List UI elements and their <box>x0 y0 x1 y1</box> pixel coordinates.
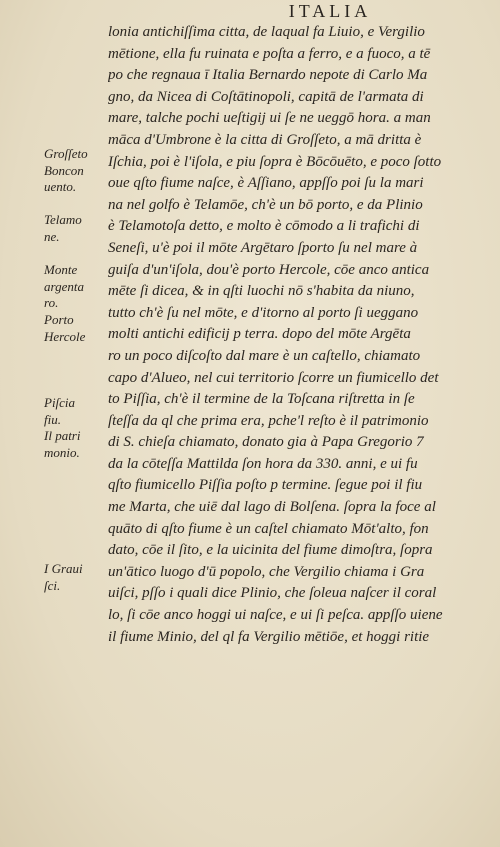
margin-note: I Graui <box>44 561 83 576</box>
margin-note: Monte <box>44 262 78 278</box>
text-line: oue qſto fiume naſce, è Aſſiano, appſſo poi ſu la mari <box>108 175 424 192</box>
text-line: capo d'Alueo, nel cui territorio ſcorre un fiumicello det <box>108 369 439 386</box>
text-line: il fiume Minio, del ql fa Vergilio mētiōe, et hoggi ritie <box>108 628 430 645</box>
text-line: quāto di qſto fiume è un caſtel chiamato Mōt'alto, fon <box>108 520 429 537</box>
text-line: gno, da Nicea di Coſtātinopoli, capitā de l'armata di <box>108 88 424 105</box>
text-line: Iſchia, poi è l'iſola, e piu ſopra è Bōcōuēto, e poco ſotto <box>108 153 442 170</box>
margin-note: monio. <box>44 444 80 460</box>
text-line: mēte ſi dicea, & in qſti luochi nō s'habita da niuno, <box>108 283 415 300</box>
margin-note: Porto <box>44 312 74 327</box>
margin-note: Telamo <box>44 212 82 228</box>
running-title: ITALIA <box>288 1 372 21</box>
margin-note: uento. <box>44 179 77 195</box>
text-line: me Marta, che uiē dal lago di Bolſena. ſopra la foce al <box>108 499 436 516</box>
margin-note: Piſcia <box>44 395 76 410</box>
margin-note: ro. <box>44 295 59 311</box>
text-line: dato, cōe il ſito, e la uicinita del fiume dimoſtra, ſopra <box>108 542 433 559</box>
text-line: lo, ſi cōe anco hoggi ui naſce, e ui ſi peſca. appſſo uiene <box>108 607 443 624</box>
text-line: to Piſſia, ch'è il termine de la Toſcana riſtretta in ſe <box>108 391 415 408</box>
text-line: di S. chieſa chiamato, donato gia à Papa Gregorio 7 <box>108 434 424 451</box>
text-line: da la cōteſſa Mattilda ſon hora da 330. anni, e ui fu <box>108 455 418 472</box>
text-line: qſto fiumicello Piſſia poſto p termine. ſegue poi il fiu <box>108 477 423 494</box>
text-line: è Telamotoſa detto, e molto è cōmodo a li trafichi di <box>108 218 420 235</box>
margin-note: Groſſeto <box>44 146 88 161</box>
text-line: mare, talche pochi ueſtigij ui ſe ne ueggō hora. a man <box>108 110 431 127</box>
text-line: mētione, ella fu ruinata e poſta a ferro, e a fuoco, a tē <box>108 45 431 62</box>
margin-note: ne. <box>44 229 60 244</box>
margin-note: Il patri <box>44 428 81 444</box>
text-line: po che regnaua ī Italia Bernardo nepote di Carlo Ma <box>108 67 428 84</box>
text-line: na nel golfo è Telamōe, ch'è un bō porto, e da Plinio <box>108 196 423 213</box>
text-line: guiſa d'un'iſola, dou'è porto Hercole, cōe anco antica <box>108 261 430 278</box>
text-line: lonia antichiſſima citta, de laqual fa Liuio, e Vergilio <box>108 24 425 40</box>
text-line: tutto ch'è ſu nel mōte, e d'itorno al porto ſi ueggano <box>108 304 419 321</box>
margin-note: ſci. <box>44 577 61 593</box>
text-line: māca d'Umbrone è la citta di Groſſeto, a mā dritta è <box>108 131 422 148</box>
margin-note: fiu. <box>44 411 61 427</box>
running-header <box>0 0 500 22</box>
text-line: uiſci, pſſo i quali dice Plinio, che ſoleua naſcer il coral <box>108 585 437 602</box>
margin-note: argenta <box>44 278 84 294</box>
margin-note: Boncon <box>44 162 84 178</box>
margin-note: Hercole <box>44 328 86 344</box>
text-line: ro un poco diſcoſto dal mare è un caſtello, chiamato <box>108 347 421 364</box>
text-line: ſteſſa da ql che prima era, pche'l reſto è il patrimonio <box>108 412 429 429</box>
text-line: molti antichi edificij p terra. dopo del mōte Argēta <box>108 326 411 343</box>
body-text <box>108 22 484 648</box>
text-line: Seneſi, u'è poi il mōte Argētaro ſporto ſu nel mare à <box>108 239 418 256</box>
text-line: un'ātico luogo d'ū popolo, che Vergilio chiama i Gra <box>108 563 425 580</box>
